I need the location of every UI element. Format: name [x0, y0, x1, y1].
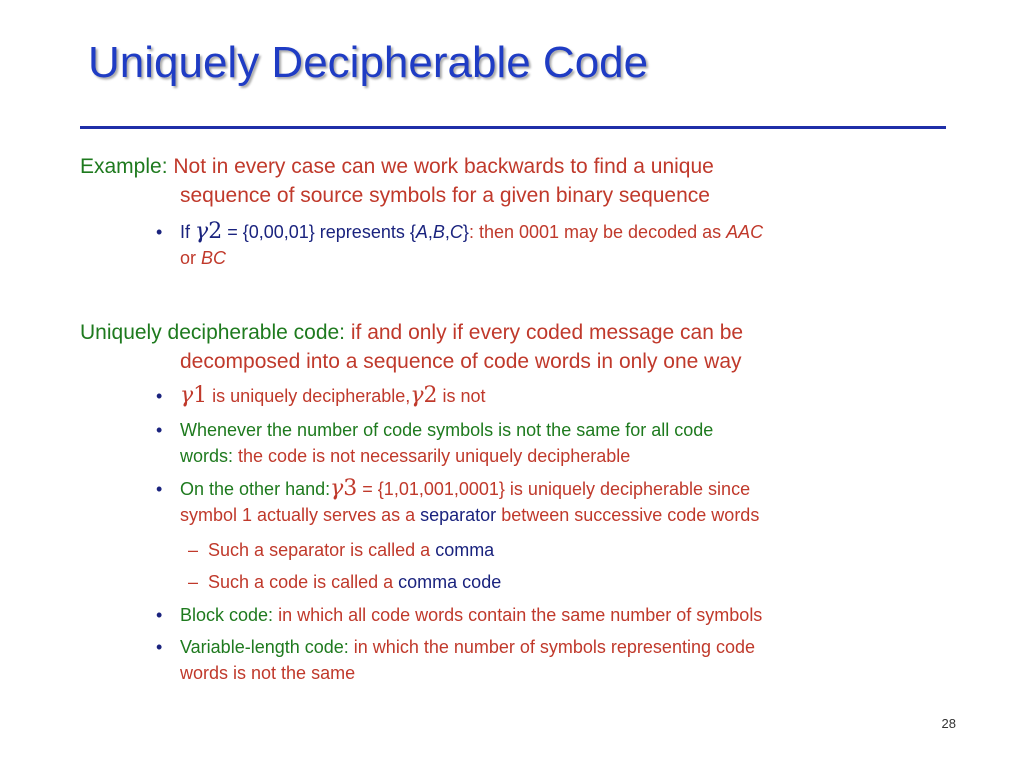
separator-term: separator [420, 505, 497, 525]
decode-text: : then 0001 may be decoded as [468, 222, 722, 242]
bullet-marker: • [156, 222, 163, 242]
decode-aac: AAC [726, 222, 764, 242]
b4-green: Block code: [180, 605, 274, 625]
dash-marker: – [188, 540, 199, 560]
symbol-a: A [415, 222, 428, 242]
udc-bullet-4 [156, 602, 940, 628]
udc-label: Uniquely decipherable code: [80, 321, 346, 344]
b2-green-line2: words: [180, 446, 234, 466]
example-label: Example: [80, 155, 168, 178]
bullet-marker: • [156, 605, 163, 625]
b3-red-line2b: between successive code words [501, 505, 760, 525]
b3-green: On the other hand: [180, 479, 331, 499]
comma-code-term: comma code [398, 572, 502, 592]
set-close: } [462, 222, 469, 242]
example-line2: sequence of source symbols for a given binary sequence [180, 184, 710, 207]
dash-marker: – [188, 572, 199, 592]
or-word: or [180, 248, 197, 268]
example-paragraph [80, 152, 940, 210]
b5-green: Variable-length code: [180, 637, 349, 657]
d2-red: Such a code is called a [208, 572, 394, 592]
udc-bullet-1 [156, 383, 940, 409]
dash-item-1 [188, 537, 494, 563]
page-number: 28 [941, 716, 956, 731]
d1-red: Such a separator is called a [208, 540, 431, 560]
bullet-marker: • [156, 420, 163, 440]
b5-red-line1: in which the number of symbols representing code [353, 637, 756, 657]
title-divider [80, 126, 946, 129]
gamma2-text: is not [442, 386, 486, 406]
gamma1-symbol: γ1 [180, 383, 208, 408]
dash-item-2 [188, 569, 501, 595]
b2-green-line1: Whenever the number of code symbols is not the same for all code [180, 420, 714, 440]
example-line1: Not in every case can we work backwards to find a unique [173, 155, 714, 178]
gamma1-text: is uniquely decipherable, [212, 386, 411, 406]
b3-red-line1: = {1,01,001,0001} is uniquely decipherable since [362, 479, 751, 499]
example-bullet [156, 219, 940, 271]
comma-sep: , [444, 222, 450, 242]
bullet-marker: • [156, 386, 163, 406]
b3-red-line2a: symbol 1 actually serves as a [180, 505, 416, 525]
gamma2-symbol: γ2 [410, 383, 438, 408]
udc-bullet-3 [156, 476, 940, 528]
b5-red-line2: words is not the same [180, 663, 356, 683]
udc-line1: if and only if every coded message can be [350, 321, 744, 344]
bullet-marker: • [156, 637, 163, 657]
bullet-marker: • [156, 479, 163, 499]
symbol-c: C [449, 222, 463, 242]
gamma-symbol: γ2 [195, 219, 223, 244]
udc-paragraph [80, 318, 940, 376]
b2-red-line2: the code is not necessarily uniquely decipherable [238, 446, 631, 466]
comma-sep: , [427, 222, 433, 242]
if-word: If [180, 222, 191, 242]
udc-bullet-2 [156, 417, 940, 469]
b4-red: in which all code words contain the same number of symbols [278, 605, 763, 625]
udc-line2: decomposed into a sequence of code words in only one way [180, 350, 742, 373]
slide-title: Uniquely Decipherable Code [88, 38, 649, 87]
symbol-b: B [432, 222, 445, 242]
decode-bc: BC [201, 248, 227, 268]
gamma3-symbol: γ3 [330, 476, 358, 501]
comma-term: comma [435, 540, 495, 560]
gamma2-set: = {0,00,01} represents { [227, 222, 416, 242]
udc-bullet-5 [156, 634, 940, 686]
